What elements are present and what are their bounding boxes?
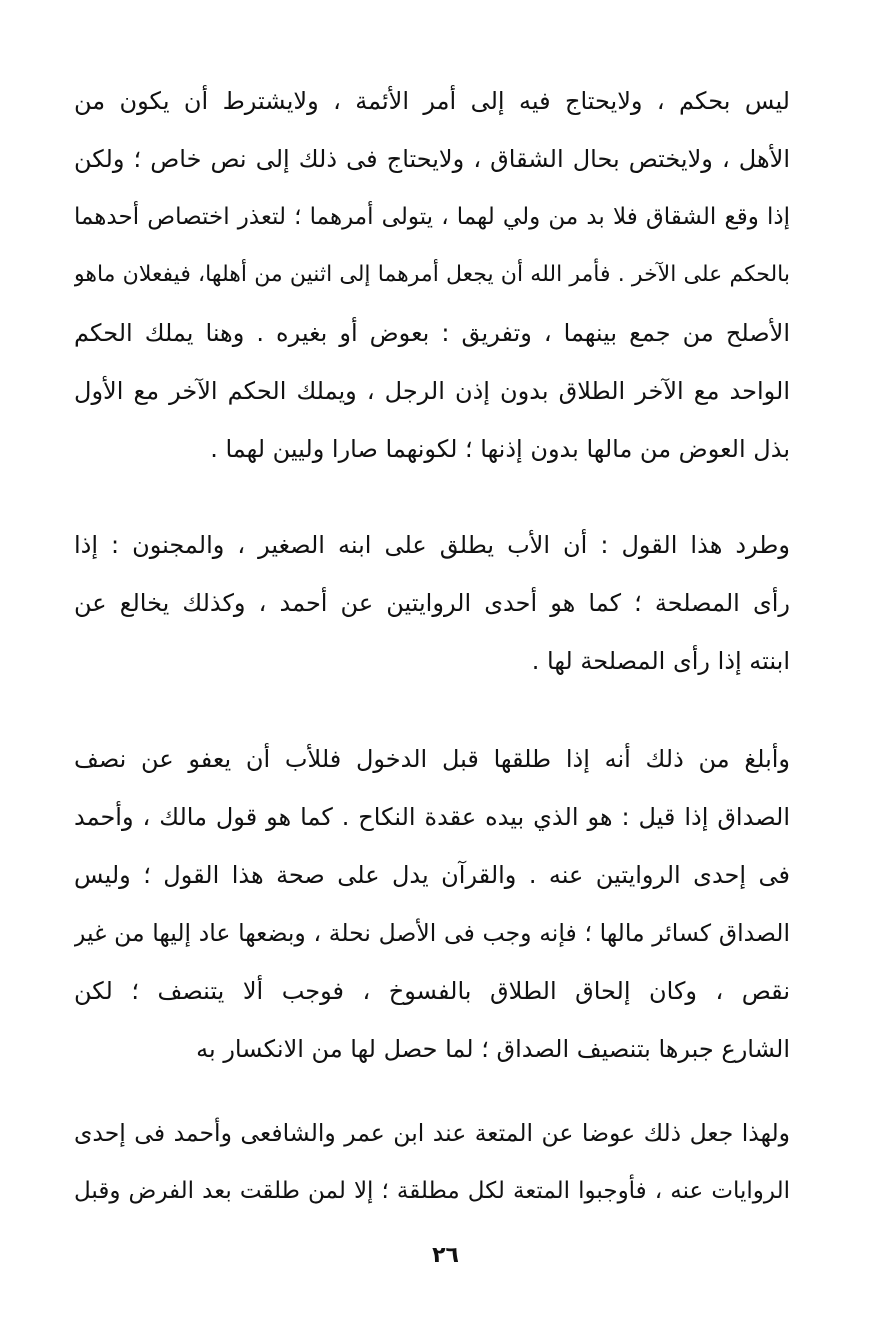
text-line: الواحد مع الآخر الطلاق بدون إذن الرجل ، ويملك الحكم الآخر مع الأول	[74, 377, 790, 405]
text-line: الروايات عنه ، فأوجبوا المتعة لكل مطلقة ؛ إلا لمن طلقت بعد الفرض وقبل	[74, 1178, 790, 1204]
paragraph-2	[74, 516, 790, 690]
text-line: الأهل ، ولايختص بحال الشقاق ، ولايحتاج فى ذلك إلى نص خاص ؛ ولكن	[74, 145, 790, 173]
page-number: ٢٦	[432, 1243, 459, 1268]
text-line: بذل العوض من مالها بدون إذنها ؛ لكونهما صارا وليين لهما .	[210, 435, 790, 463]
text-line: بالحكم على الآخر . فأمر الله أن يجعل أمرهما إلى اثنين من أهلها، فيفعلان ماهو	[74, 262, 790, 287]
text-line: ولهذا جعل ذلك عوضا عن المتعة عند ابن عمر والشافعى وأحمد فى إحدى	[74, 1119, 790, 1147]
text-line: وأبلغ من ذلك أنه إذا طلقها قبل الدخول فللأب أن يعفو عن نصف	[74, 745, 790, 773]
paragraph-4	[74, 1104, 790, 1220]
text-line: فى إحدى الروايتين عنه . والقرآن يدل على صحة هذا القول ؛ وليس	[74, 861, 790, 889]
text-line: ابنته إذا رأى المصلحة لها .	[531, 647, 790, 675]
text-line: الصداق كسائر مالها ؛ فإنه وجب فى الأصل نحلة ، وبضعها عاد إليها من غير	[74, 919, 790, 947]
paragraph-1	[74, 72, 790, 478]
text-line: إذا وقع الشقاق فلا بد من ولي لهما ، يتولى أمرهما ؛ لتعذر اختصاص أحدهما	[74, 204, 790, 230]
text-line: الشارع جبرها بتنصيف الصداق ؛ لما حصل لها من الانكسار به	[196, 1035, 790, 1063]
text-line: الأصلح من جمع بينهما ، وتفريق : بعوض أو بغيره . وهنا يملك الحكم	[74, 319, 790, 347]
text-line: رأى المصلحة ؛ كما هو أحدى الروايتين عن أحمد ، وكذلك يخالع عن	[74, 589, 790, 617]
text-line: الصداق إذا قيل : هو الذي بيده عقدة النكاح . كما هو قول مالك ، وأحمد	[74, 803, 790, 831]
text-line: وطرد هذا القول : أن الأب يطلق على ابنه الصغير ، والمجنون : إذا	[74, 531, 790, 559]
text-line: نقص ، وكان إلحاق الطلاق بالفسوخ ، فوجب ألا يتنصف ؛ لكن	[74, 977, 790, 1005]
paragraph-3	[74, 730, 790, 1078]
text-line: ليس بحكم ، ولايحتاج فيه إلى أمر الأئمة ، ولايشترط أن يكون من	[74, 87, 790, 115]
